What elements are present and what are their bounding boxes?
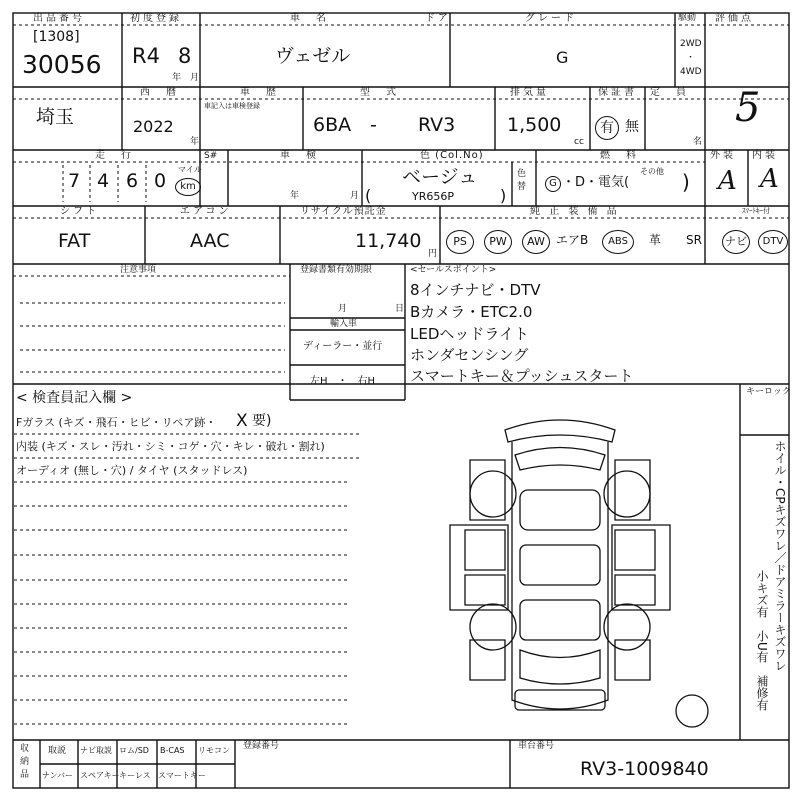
sales-point-3: LEDヘッドライト <box>410 325 529 343</box>
fuel-other: その他 <box>640 167 664 176</box>
drive-label: 駆動 <box>678 13 697 23</box>
warranty-yes: 有 <box>595 116 619 140</box>
inspector-line-interior: 内装 (キズ・スレ・汚れ・シミ・コゲ・穴・キレ・破れ・割れ) <box>16 440 325 453</box>
equip-leather: 革 <box>649 233 662 247</box>
equip-sunroof: SR <box>686 233 702 247</box>
shift-value: FAT <box>58 230 91 252</box>
key-lock-label: キーロック <box>746 387 791 397</box>
capacity-label: 定 員 <box>650 87 689 98</box>
equip-navi: ナビ <box>722 230 750 254</box>
aircon-value: AAC <box>190 230 230 252</box>
storage-smart-key: スマートキー <box>158 771 206 780</box>
inspection-label: 車 検 <box>280 150 319 161</box>
import-dealer: ディーラー・並行 <box>303 341 383 352</box>
color-label: 色 (Col.No) <box>420 150 484 161</box>
car-name: ヴェゼル <box>275 45 351 67</box>
mileage-prefix: S# <box>204 151 218 161</box>
displacement: 1,500 <box>507 114 562 136</box>
chassis-label: 車台番号 <box>518 741 555 751</box>
interior-label: 内装 <box>752 150 778 161</box>
chassis-number: RV3-1009840 <box>580 758 709 780</box>
color-name: ベージュ <box>402 166 478 188</box>
warranty-label: 保証書 <box>598 87 637 98</box>
fuel-options: ・D・電気( <box>562 175 630 190</box>
storage-spare-key: スペアキー <box>80 771 120 780</box>
aircon-label: エアコン <box>180 206 232 217</box>
inspector-line-audio: オーディオ (無し・穴) / タイヤ (スタッドレス) <box>16 464 248 477</box>
rating-label: 評価点 <box>715 13 754 24</box>
western-year-label: 西 暦 <box>140 87 179 98</box>
car-diagram <box>450 420 708 727</box>
capacity-suffix: 名 <box>693 137 703 147</box>
first-reg-label: 初度登録 <box>130 13 182 24</box>
first-reg-month: 8 <box>178 44 192 68</box>
sales-point-label: <セールスポイント> <box>410 265 497 275</box>
storage-remote: リモコン <box>198 746 230 755</box>
equipment-label: 純 正 装 備 品 <box>530 206 620 217</box>
mileage-digit-1: 7 <box>68 170 81 192</box>
color-change: 色替 <box>517 169 527 192</box>
storage-number-plate: ナンバー <box>42 771 74 780</box>
fuel-paren-close: ) <box>682 170 690 194</box>
storage-rom-sd: ロム/SD <box>119 746 149 755</box>
storage-bcas: B-CAS <box>160 746 185 755</box>
equipment-corner: ｽﾏｰﾄｷｰ付 <box>742 207 770 215</box>
equip-airbag: エアB <box>556 233 589 247</box>
model-code: RV3 <box>418 114 456 136</box>
prefecture: 埼玉 <box>36 106 75 128</box>
inspector-glass-x: X <box>236 411 248 431</box>
model-history-note: 車記入は車検登録 <box>204 102 260 110</box>
displacement-label: 排気量 <box>510 87 549 98</box>
grade-value: G <box>556 48 569 67</box>
storage-manual: 取説 <box>48 746 67 756</box>
right-note-wheels-mirror: ホイル・CPキズワレ／ドアミラーキズワレ <box>773 440 787 672</box>
warranty-no: 無 <box>625 119 639 135</box>
equip-dtv: DTV <box>758 230 788 254</box>
lot-bracket: [1308] <box>33 29 80 45</box>
first-reg-year-suffix: 年 <box>172 73 182 83</box>
interior-grade: A <box>760 164 779 194</box>
mileage-digit-4: 0 <box>154 170 167 192</box>
mileage-digit-2: 4 <box>97 170 110 192</box>
sales-point-4: ホンダセンシング <box>410 346 529 364</box>
car-name-label: 車 名 <box>290 13 329 24</box>
reg-no-label: 登録番号 <box>243 741 280 751</box>
first-reg-month-suffix: 月 <box>190 73 200 83</box>
recycle-label: リサイクル預託金 <box>300 206 387 217</box>
import-label: 輸入車 <box>330 319 358 329</box>
notes-label: 注意事項 <box>120 265 157 275</box>
lot-number: 30056 <box>22 50 102 79</box>
fuel-gasoline: G <box>545 176 561 192</box>
equip-pw: PW <box>484 230 512 254</box>
drive-2wd: 2WD <box>680 39 702 49</box>
inspector-line-glass: Fガラス (キズ・飛石・ヒビ・リペア跡・ <box>16 416 217 429</box>
recycle-suffix: 円 <box>428 249 438 259</box>
first-reg-era: R4 <box>132 44 160 68</box>
mileage-digit-3: 6 <box>126 170 139 192</box>
inspector-label: < 検査員記入欄 > <box>16 390 133 406</box>
shift-label: シフト <box>60 206 99 217</box>
equip-ps: PS <box>446 230 474 254</box>
inspector-glass-need: 要) <box>252 413 272 429</box>
displacement-suffix: cc <box>574 137 584 147</box>
mileage-unit-mile: マイル <box>178 165 202 174</box>
type-label: 型 式 <box>360 87 399 98</box>
door-label: ドア <box>425 13 451 24</box>
exterior-grade: A <box>718 166 737 196</box>
equip-abs: ABS <box>602 230 634 254</box>
storage-navi-manual: ナビ取説 <box>80 746 112 755</box>
grade-label: グレード <box>525 13 577 24</box>
western-year-suffix: 年 <box>190 137 200 147</box>
western-year: 2022 <box>133 117 174 136</box>
recycle-value: 11,740 <box>355 230 422 252</box>
drive-dot: ・ <box>686 53 696 63</box>
fuel-label: 燃 料 <box>600 150 639 161</box>
storage-label: 収 納 品 <box>20 744 30 780</box>
exterior-label: 外装 <box>710 150 736 161</box>
inspection-month-suffix: 月 <box>350 191 360 201</box>
equip-aw: AW <box>522 230 550 254</box>
rating-value: 5 <box>735 85 761 131</box>
sales-point-1: 8インチナビ・DTV <box>410 281 541 299</box>
inspection-year-suffix: 年 <box>290 191 300 201</box>
reg-doc-month: 月 <box>338 304 348 314</box>
right-note-minor-damage: 小キズ有 小U有 補修有 <box>755 570 769 711</box>
reg-doc-day: 日 <box>395 304 405 314</box>
color-paren-open: ( <box>365 186 372 205</box>
drive-4wd: 4WD <box>680 67 702 77</box>
storage-keyless: キーレス <box>119 771 151 780</box>
mileage-unit-km: km <box>175 178 201 196</box>
reg-doc-label: 登録書類有効期限 <box>300 265 373 275</box>
color-code: YR656P <box>412 190 454 203</box>
model-history-label: 車 歴 <box>240 87 279 98</box>
color-paren-close: ) <box>500 186 507 205</box>
import-handle: 左H ・ 右H <box>310 376 376 387</box>
model-prefix: 6BA <box>313 114 352 136</box>
exhibit-no-label: 出品番号 <box>33 13 85 24</box>
sales-point-5: スマートキー＆プッシュスタート <box>410 367 634 385</box>
model-dash: - <box>370 114 377 136</box>
mileage-label: 走 行 <box>95 150 134 161</box>
sales-point-2: Bカメラ・ETC2.0 <box>410 303 533 321</box>
